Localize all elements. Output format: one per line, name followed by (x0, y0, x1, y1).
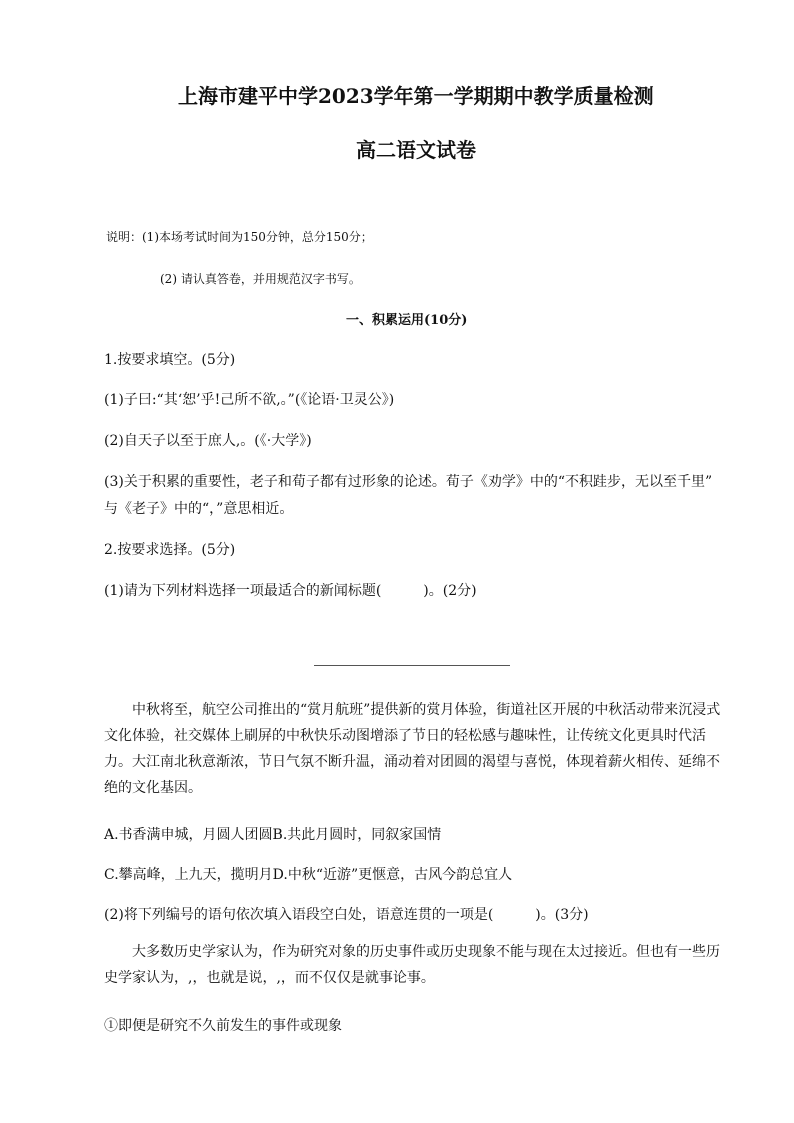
exam-title: 上海市建平中学2023学年第一学期期中教学质量检测 (178, 84, 654, 108)
question-2-part-1: (1)请为下列材料选择一项最适合的新闻标题( )。(2分) (104, 583, 477, 599)
question-1-part-1: (1)子曰:“其‘恕’乎!己所不欲,。”(《论语·卫灵公》) (104, 392, 395, 408)
question-1-part-3-line-2: 与《老子》中的“，”意思相近。 (104, 501, 294, 517)
question-1-part-3-line-1: (3)关于积累的重要性，老子和荀子都有过形象的论述。荀子《劝学》中的“不积跬步，无以至千里” (104, 474, 713, 490)
instruction-line-2: (2) 请认真答卷，并用规范汉字书写。 (160, 272, 361, 286)
question-1-part-2: (2)自天子以至于庶人,。(《·大学》) (104, 433, 312, 449)
exam-subtitle: 高二语文试卷 (356, 138, 476, 162)
options-c-d: C.攀高峰，上九天，揽明月D.中秋“近游”更惬意，古风今韵总宜人 (104, 867, 513, 883)
history-passage: 大多数历史学家认为，作为研究对象的历史事件或历史现象不能与现在太过接近。但也有一些历史学家认为，,，也就是说，,，而不仅仅是就事论事。 (104, 944, 720, 986)
section-heading: 一、积累运用(10分) (346, 313, 468, 328)
question-2-title: 2.按要求选择。(5分) (104, 542, 236, 558)
instruction-line-1: 说明：(1)本场考试时间为150分钟，总分150分； (106, 230, 373, 244)
question-1-title: 1.按要求填空。(5分) (104, 352, 236, 368)
sentence-item-1: ①即便是研究不久前发生的事件或现象 (104, 1018, 342, 1034)
news-passage: 中秋将至，航空公司推出的“赏月航班”提供新的赏月体验，街道社区开展的中秋活动带来沉浸式文化体验，社交媒体上刷屏的中秋快乐动图增添了节日的轻松感与趣味性，让传统文化更具时代活力。大江南北秋意渐浓，节日气氛不断升温，涌动着对团圆的渴望与喜悦，体现着薪火相传、延绵不绝的文化基因。 (104, 702, 721, 796)
options-a-b: A.书香满申城，月圆人团圆B.共此月圆时，同叙家国情 (104, 827, 442, 843)
question-2-part-2: (2)将下列编号的语句依次填入语段空白处，语意连贯的一项是( )。(3分) (104, 907, 589, 923)
divider-line (314, 665, 510, 666)
